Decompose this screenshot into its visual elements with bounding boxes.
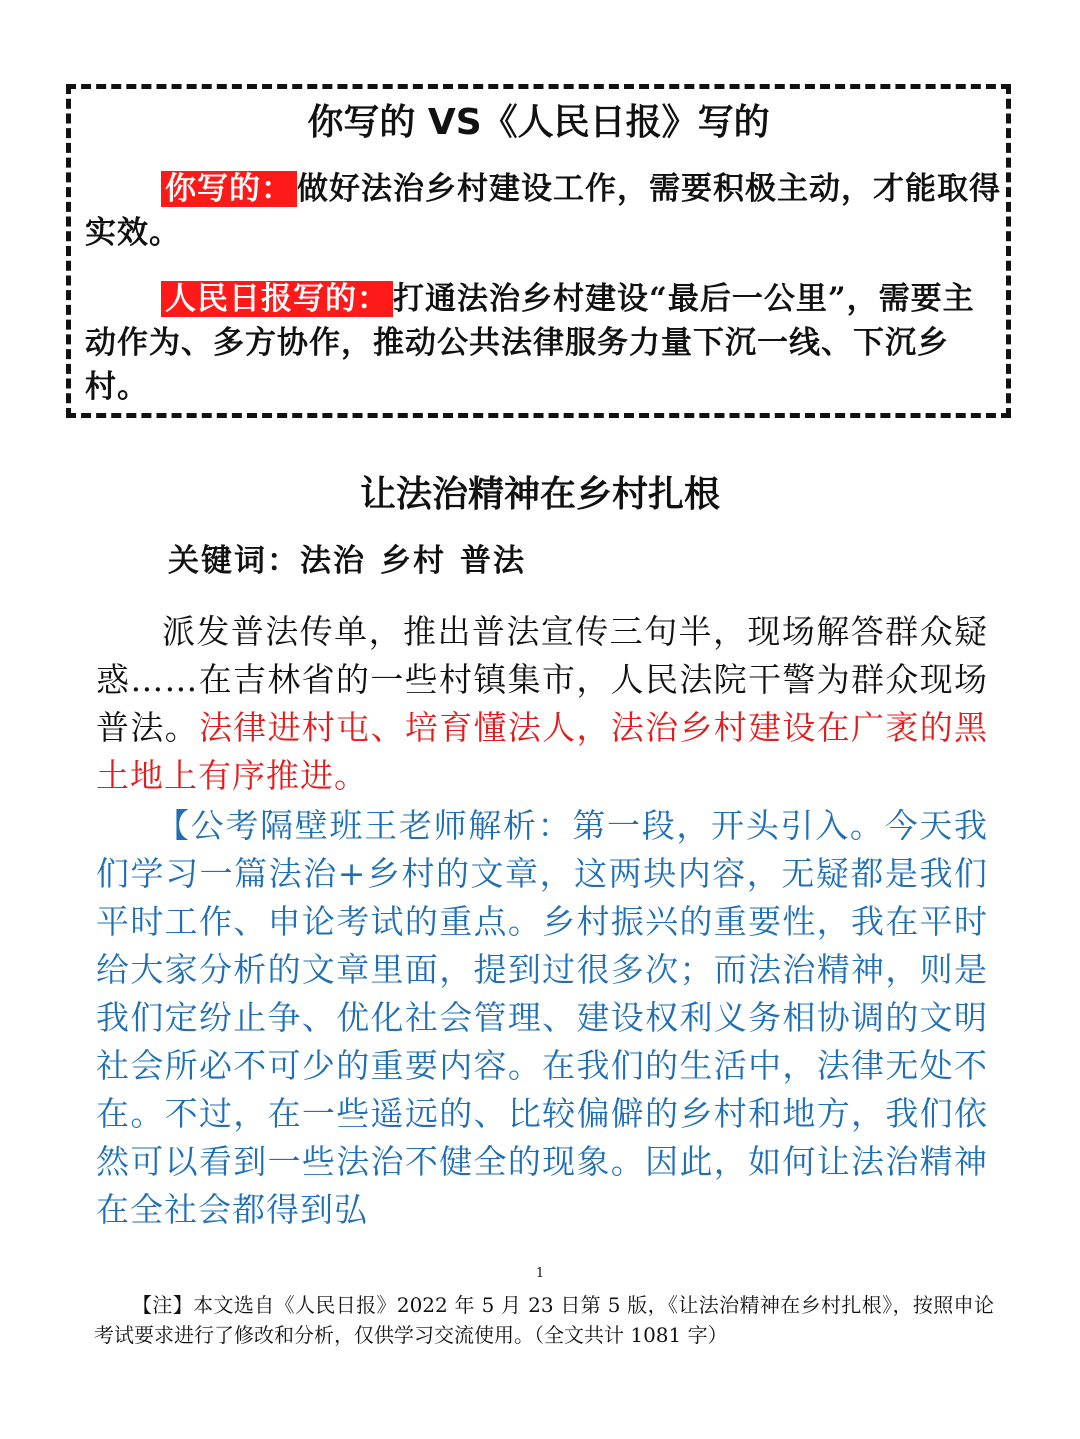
paragraph-one-text: 派发普法传单，推出普法宣传三句半，现场解答群众疑惑……在吉林省的一些村镇集市，人民法院干警为群众现场普法。 xyxy=(96,612,988,747)
rmrb-paragraph xyxy=(85,277,1003,409)
page-number: 1 xyxy=(535,1266,545,1281)
keyword: 乡村 xyxy=(380,543,446,579)
yours-label: 你写的： xyxy=(161,171,297,207)
footnote: 【注】本文选自《人民日报》2022 年 5 月 23 日第 5 版，《让法治精神在乡村扎根》，按照申论考试要求进行了修改和分析，仅供学习交流使用。（全文共计 1081 字） xyxy=(94,1293,994,1347)
paragraph-one-highlight: 法律进村屯、培育懂法人，法治乡村建设在广袤的黑土地上有序推进。 xyxy=(96,708,989,795)
keywords-line xyxy=(168,536,540,586)
article-title: 让法治精神在乡村扎根 xyxy=(359,474,720,515)
analysis-paragraph: 【公考隔壁班王老师解析：第一段，开头引入。今天我们学习一篇法治+乡村的文章，这两块内容，无疑都是我们平时工作、申论考试的重点。乡村振兴的重要性，我在平时给大家分析的文章里面，提到过很多次；而法治精神，则是我们定纷止争、优化社会管理、建设权利义务相协调的文明社会所必不可少的重要内容。在我们的生活中，法律无处不在。不过，在一些遥远的、比较偏僻的乡村和地方，我们依然可以看到一些法治不健全的现象。因此，如何让法治精神在全社会都得到弘 xyxy=(96,806,988,1229)
keyword: 法治 xyxy=(300,543,366,579)
yours-text: 做好法治乡村建设工作，需要积极主动，才能取得实效。 xyxy=(85,171,1001,251)
comparison-title: 你写的 VS《人民日报》写的 xyxy=(307,102,770,143)
rmrb-label: 人民日报写的： xyxy=(161,281,393,317)
comparison-box xyxy=(66,84,1011,418)
paragraph-one xyxy=(96,608,988,800)
keyword: 普法 xyxy=(460,543,526,579)
yours-paragraph xyxy=(85,167,1003,255)
keywords-label: 关键词： xyxy=(168,543,300,579)
rmrb-text: 打通法治乡村建设“最后一公里”，需要主动作为、多方协作，推动公共法律服务力量下沉一线、下沉乡村。 xyxy=(85,281,975,405)
